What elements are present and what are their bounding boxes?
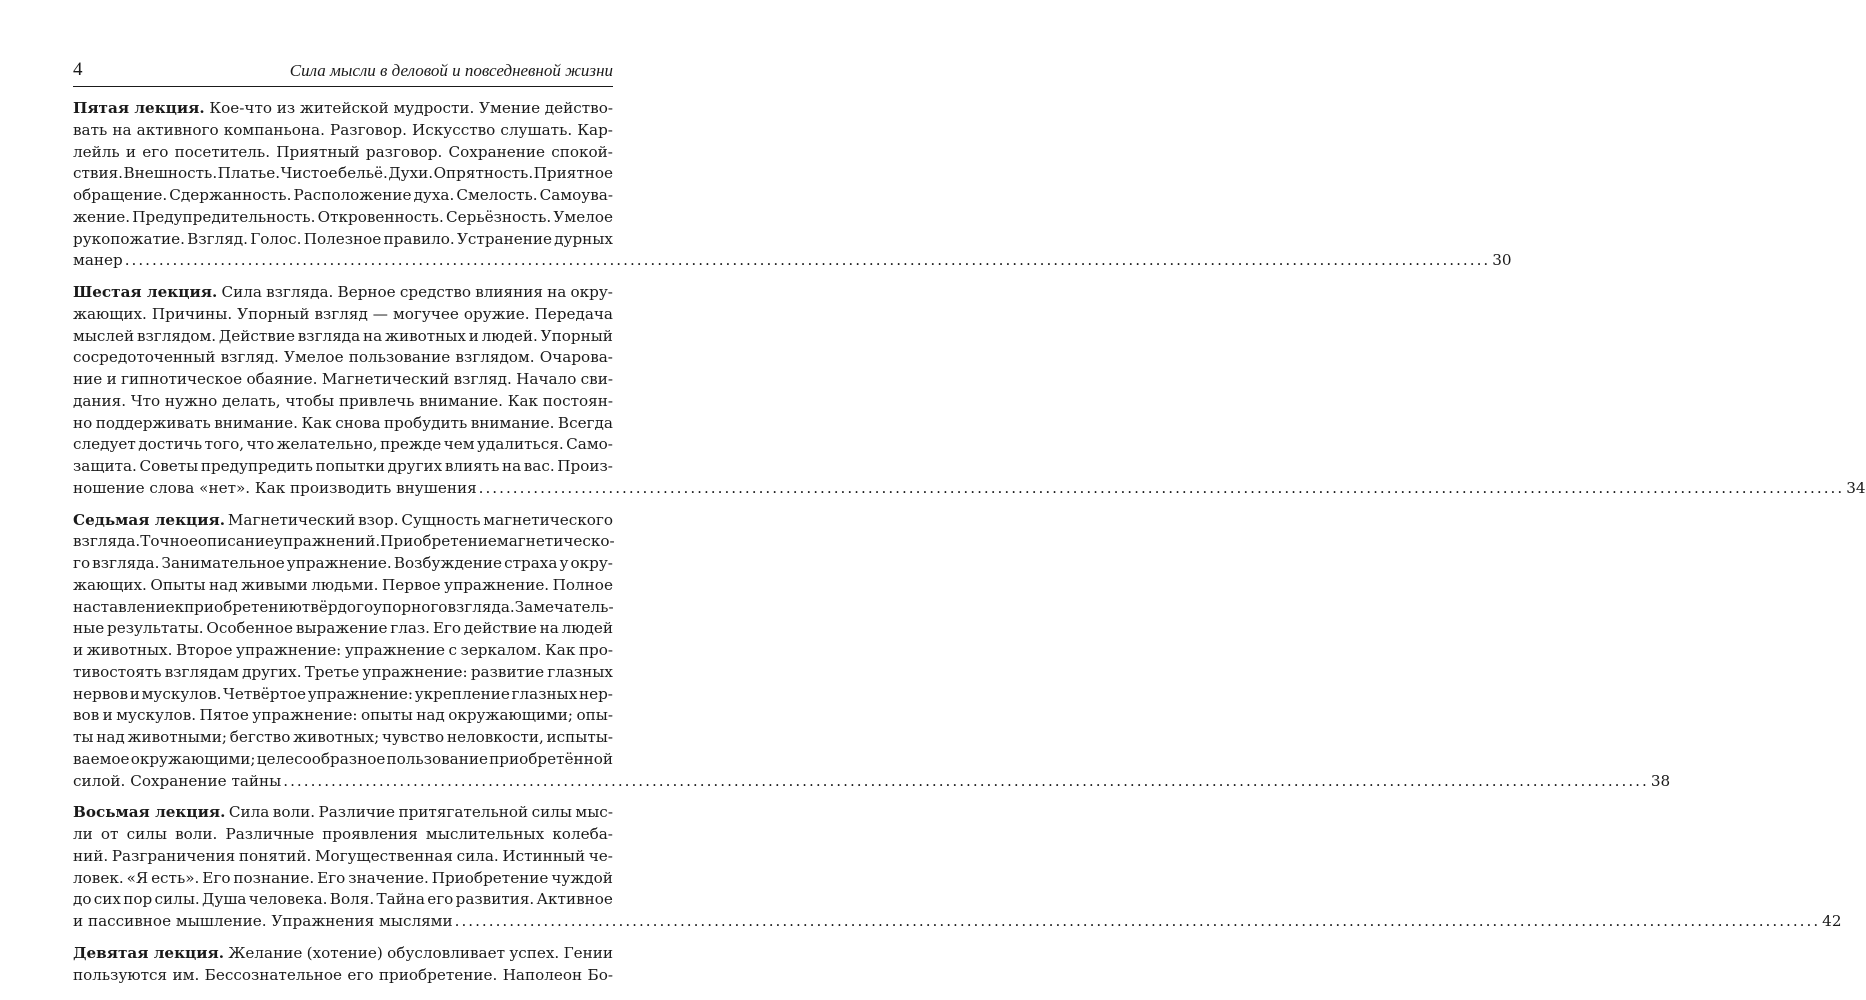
lecture-title: Шестая лекция. — [73, 283, 218, 301]
toc-line-text: силой. Сохранение тайны — [73, 771, 282, 790]
toc-entry[interactable] — [73, 282, 1866, 500]
toc-line: вов и мускулов. Пятое упражнение: опыты над окружающими; опы- — [73, 706, 613, 725]
lecture-title: Седьмая лекция. — [73, 510, 226, 529]
toc-line: пользуются им. Бессознательное его приобретение. Наполеон Бо- — [73, 965, 613, 984]
toc-line: Девятая лекция. Желание (хотение) обусловливает успех. Гении — [73, 943, 613, 965]
page-ref: 38 — [1650, 771, 1671, 790]
toc-line: ты над животными; бегство животных; чувство неловкости, испыты- — [73, 728, 613, 746]
toc-line: Шестая лекция. Сила взгляда. Верное средство влияния на окру- — [73, 282, 613, 304]
lecture-title: Девятая лекция. — [73, 943, 225, 962]
toc-last-line — [73, 771, 1671, 793]
toc-line: ваемое окружающими; целесообразное пользование приобретённой — [73, 749, 613, 768]
toc-entry[interactable] — [73, 510, 1671, 793]
toc-line: ли от силы воли. Различные проявления мыслительных колеба- — [73, 825, 613, 843]
toc-line: нервов и мускулов. Четвёртое упражнение: укрепление глазных нер- — [73, 684, 613, 703]
toc-line: го взгляда. Занимательное упражнение. Возбуждение страха у окру- — [73, 554, 613, 572]
toc-line-text: и пассивное мышление. Упражнения мыслями — [73, 912, 453, 930]
toc-line: лейль и его посетитель. Приятный разговор. Сохранение спокой- — [73, 142, 613, 161]
dot-leader: ........................................................................................................................................................................................................ — [454, 912, 1821, 930]
running-title: Сила мысли в деловой и повседневной жизни — [289, 61, 613, 80]
toc-line: рукопожатие. Взгляд. Голос. Полезное правило. Устранение дурных — [73, 229, 613, 248]
toc-last-line — [73, 478, 1866, 500]
page-ref: 30 — [1492, 251, 1512, 270]
toc-line-text: ношение слова «нет». Как производить внушения — [73, 478, 477, 497]
toc-line: дания. Что нужно делать, чтобы привлечь внимание. Как постоян- — [73, 391, 613, 410]
toc-line: ствия. Внешность. Платье. Чистое бельё. Духи. Опрятность. Приятное — [73, 164, 613, 183]
toc-entry[interactable] — [73, 802, 1842, 933]
toc-line: ловек. «Я есть». Его познание. Его значение. Приобретение чуждой — [73, 868, 613, 887]
toc-line: Восьмая лекция. Сила воли. Различие притягательной силы мыс- — [73, 802, 613, 824]
lecture-title: Пятая лекция. — [73, 99, 205, 117]
toc-line: Пятая лекция. Кое-что из житейской мудрости. Умение действо- — [73, 98, 613, 120]
toc-line-text: манер — [73, 251, 123, 270]
toc-entry[interactable] — [73, 98, 1512, 272]
toc-line: жающих. Опыты над живыми людьми. Первое упражнение. Полное — [73, 575, 613, 594]
toc-entry[interactable] — [73, 943, 613, 987]
toc-line: обращение. Сдержанность. Расположение духа. Смелость. Самоува- — [73, 186, 613, 204]
toc-last-line — [73, 250, 1512, 272]
toc-line: но поддерживать внимание. Как снова пробудить внимание. Всегда — [73, 413, 613, 432]
toc-line: и животных. Второе упражнение: упражнение с зеркалом. Как про- — [73, 641, 613, 659]
dot-leader: ........................................................................................................................................................................................................ — [478, 478, 1845, 497]
toc-last-line — [73, 911, 1842, 933]
toc-line: сосредоточенный взгляд. Умелое пользование взглядом. Очарова- — [73, 348, 613, 367]
toc-line: до сих пор силы. Душа человека. Воля. Тайна его развития. Активное — [73, 890, 613, 909]
lecture-title: Восьмая лекция. — [73, 803, 226, 822]
toc-line: ние и гипнотическое обаяние. Магнетический взгляд. Начало сви- — [73, 370, 613, 388]
toc-line: Седьмая лекция. Магнетический взор. Сущность магнетического — [73, 510, 613, 532]
toc-line: следует достичь того, что желательно, прежде чем удалиться. Само- — [73, 435, 613, 454]
toc-line: ний. Разграничения понятий. Могущественная сила. Истинный че- — [73, 846, 613, 865]
page-header — [73, 58, 613, 88]
dot-leader: ........................................................................................................................................................................................................ — [124, 251, 1491, 270]
toc-line: взгляда. Точное описание упражнений. Приобретение магнетическо- — [73, 532, 615, 551]
header-rule — [73, 86, 613, 87]
table-of-contents — [73, 98, 1866, 996]
dot-leader: ........................................................................................................................................................................................................ — [283, 771, 1649, 790]
toc-line: ные результаты. Особенное выражение глаз. Его действие на людей — [73, 619, 613, 638]
toc-line: вать на активного компаньона. Разговор. Искусство слушать. Кар- — [73, 120, 613, 139]
toc-line: защита. Советы предупредить попытки других влиять на вас. Произ- — [73, 457, 613, 475]
page-ref: 34 — [1846, 478, 1866, 497]
toc-line: жающих. Причины. Упорный взгляд — могучее оружие. Передача — [73, 304, 613, 323]
toc-line: мыслей взглядом. Действие взгляда на животных и людей. Упорный — [73, 326, 613, 345]
toc-line: наставление к приобретению твёрдого упорного взгляда. Замечатель- — [73, 597, 614, 616]
page-ref: 42 — [1822, 912, 1842, 930]
toc-line: жение. Предупредительность. Откровенность. Серьёзность. Умелое — [73, 207, 613, 226]
page-number: 4 — [73, 59, 83, 80]
toc-line: тивостоять взглядам других. Третье упражнение: развитие глазных — [73, 662, 613, 681]
